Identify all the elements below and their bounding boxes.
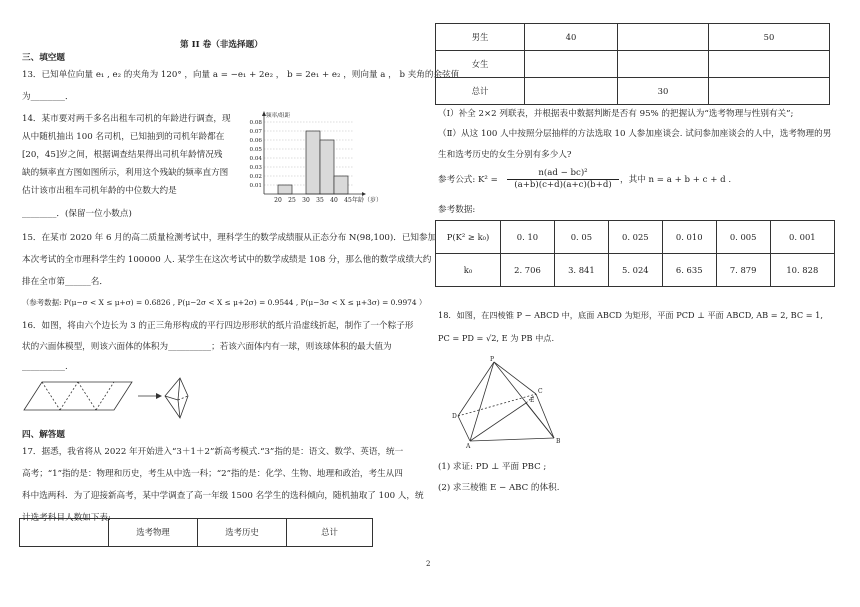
q18-line: 18．如图，在四棱锥 P − ABCD 中，底面 ABCD 为矩形，平面 PCD ⊥ 平面 ABCD, AB = 2, BC = 1, [438,310,823,320]
table-header-cell: 选考物理 [109,519,198,547]
table-cell [525,78,618,105]
q17-part2-line: （Ⅱ）从这 100 人中按照分层抽样的方法选取 10 人参加座谈会. 试问参加座谈会的人中，选考物理的男 [438,129,832,139]
table-row [436,221,835,254]
table-cell: k₀ [436,254,501,287]
histogram-bar [320,140,334,194]
table-cell: 30 [618,78,709,105]
histogram-bar [306,131,320,194]
table-cell [618,51,709,78]
table-cell: 总计 [436,78,525,105]
q14-line: ________．(保留一位小数点) [22,209,132,219]
x-axis-label: 年龄（岁） [352,197,383,204]
table-cell: 0. 001 [770,221,834,254]
table-cell [709,78,830,105]
q13-line1: 13．已知单位向量 e₁ , e₂ 的夹角为 120° ，向量 a = −e₁ + 2e₂ ， b = 2e₁ + e₂ ，则向量 a ， b 夹角的余弦值 [22,70,460,80]
y-tick-label: 0.01 [249,183,262,189]
table-cell: 7. 879 [716,254,770,287]
label-c: C [538,388,543,395]
q14-line: 从中随机抽出 100 名司机，已知抽到的司机年龄都在 [22,132,225,142]
answer-title: 四、解答题 [22,430,65,440]
formula-numerator: n(ad − bc)² [507,168,619,180]
pyramid-figure [452,356,587,448]
x-tick-label: 35 [316,197,324,204]
x-tick-label: 25 [288,197,296,204]
table-header-cell [20,519,109,547]
table-row [436,24,830,51]
table-cell: 男生 [436,24,525,51]
reference-data-title: 参考数据: [438,205,476,215]
q16-line: 16．如图，将由六个边长为 3 的正三角形构成的平行四边形形状的纸片沿虚线折起，制作了一个粽子形 [22,321,414,331]
table-cell: 50 [709,24,830,51]
table-cell [525,51,618,78]
q15-line: 15．在某市 2020 年 6 月的高二质量检测考试中，理科学生的数学成绩服从正态分布 N(98,100)．已知参加 [22,233,437,243]
table-cell: 0. 025 [608,221,662,254]
q15-line: 本次考试的全市理科学生约 100000 人. 某学生在这次考试中的数学成绩是 108 分，那么他的数学成绩大约 [22,255,432,265]
label-d: D [452,413,457,420]
label-a: A [466,443,471,448]
table-cell: 0. 10 [501,221,555,254]
y-tick-label: 0.02 [249,174,262,180]
table-cell [709,51,830,78]
y-tick-label: 0.07 [249,129,262,135]
table-row [436,51,830,78]
q15-reference: （参考数据: P(μ−σ < X ≤ μ+σ) = 0.6826 , P(μ−2σ < X ≤ μ+2σ) = 0.9544 , P(μ−3σ < X ≤ μ+3σ) = 0.9974 ） [22,298,427,307]
table-cell: 3. 841 [554,254,608,287]
x-tick-label: 20 [274,197,282,204]
q14-line: 14．某市要对两千多名出租车司机的年龄进行调查，现 [22,114,231,124]
table-cell: P(K² ≥ k₀) [436,221,501,254]
formula-prefix: 参考公式: K² = [438,175,498,185]
table-header-cell: 总计 [287,519,373,547]
q17-line: 高考；“1”指的是：物理和历史，考生从中选一科；“2”指的是：化学、生物、地理和政治，考生从四 [22,469,403,479]
table-cell: 女生 [436,51,525,78]
y-tick-label: 0.03 [249,165,262,171]
label-e: E [530,397,535,404]
selection-table-body [435,23,830,105]
table-header-cell: 选考历史 [198,519,287,547]
formula-fraction [507,168,619,190]
hexahedron-shape [165,378,188,418]
label-b: B [556,438,561,445]
table-row [436,254,835,287]
histogram-bar [334,176,348,194]
q17-part1: （Ⅰ）补全 2×2 列联表，并根据表中数据判断是否有 95% 的把握认为“选考物理与性别有关”; [438,109,794,119]
q14-line: 估计该市出租车司机年龄的中位数大约是 [22,186,177,196]
q15-line: 排在全市第______名． [22,277,108,287]
q17-line: 科中选两科．为了迎接新高考，某中学调查了高一年级 1500 名学生的选科倾向，随机抽取了 100 人，统 [22,491,424,501]
q13-line2: 为________． [22,92,74,102]
table-cell: 2. 706 [501,254,555,287]
reference-table [435,220,835,287]
table-cell: 5. 024 [608,254,662,287]
q14-line: [20，45]岁之间，根据调查结果得出司机年龄情况残 [22,150,223,160]
q14-line: 缺的频率直方图如图所示，利用这个残缺的频率直方图 [22,168,229,178]
y-tick-label: 0.04 [249,156,262,162]
q16-line: __________. [22,362,68,372]
q16-line: 状的六面体模型，则该六面体的体积为__________；若该六面体内有一球，则该球体积的最大值为 [22,342,392,352]
q18-line: PC = PD = √2, E 为 PB 中点. [438,333,555,343]
q17-line: 计选考科目人数如下表: [22,513,111,523]
q17-part2-line: 生和选考历史的女生分别有多少人? [438,150,572,160]
page-number: 2 [426,560,431,568]
y-tick-label: 0.08 [249,120,262,126]
x-axis-arrow [362,192,366,196]
table-cell [618,24,709,51]
y-tick-label: 0.05 [249,147,262,153]
table-cell: 0. 005 [716,221,770,254]
table-cell: 40 [525,24,618,51]
selection-table-header [19,518,373,547]
fill-in-title: 三、填空题 [22,53,65,63]
formula-denominator: (a+b)(c+d)(a+c)(b+d) [514,179,612,190]
x-tick-label: 45 [344,197,352,204]
folding-figure [20,374,190,424]
table-cell: 0. 05 [554,221,608,254]
q17-line: 17．据悉，我省将从 2022 年开始进入“3＋1＋2”新高考模式.“3”指的是：语文、数学、英语，统一 [22,447,404,457]
y-tick-label: 0.06 [249,138,262,144]
x-tick-label: 30 [302,197,310,204]
histogram-bar [278,185,292,194]
label-p: P [490,356,495,363]
table-cell: 10. 828 [770,254,834,287]
q18-part1: (1) 求证: PD ⊥ 平面 PBC ; [438,462,547,472]
table-cell: 6. 635 [662,254,716,287]
parallelogram-strip [24,382,132,410]
q18-part2: (2) 求三棱锥 E − ABC 的体积. [438,483,560,493]
table-cell: 0. 010 [662,221,716,254]
age-histogram [232,110,422,214]
section-title: 第 II 卷（非选择题） [180,40,263,50]
x-tick-label: 40 [330,197,338,204]
formula-suffix: ，其中 n = a + b + c + d . [620,175,732,185]
y-axis-label: 频率/组距 [266,113,291,119]
table-row [436,78,830,105]
